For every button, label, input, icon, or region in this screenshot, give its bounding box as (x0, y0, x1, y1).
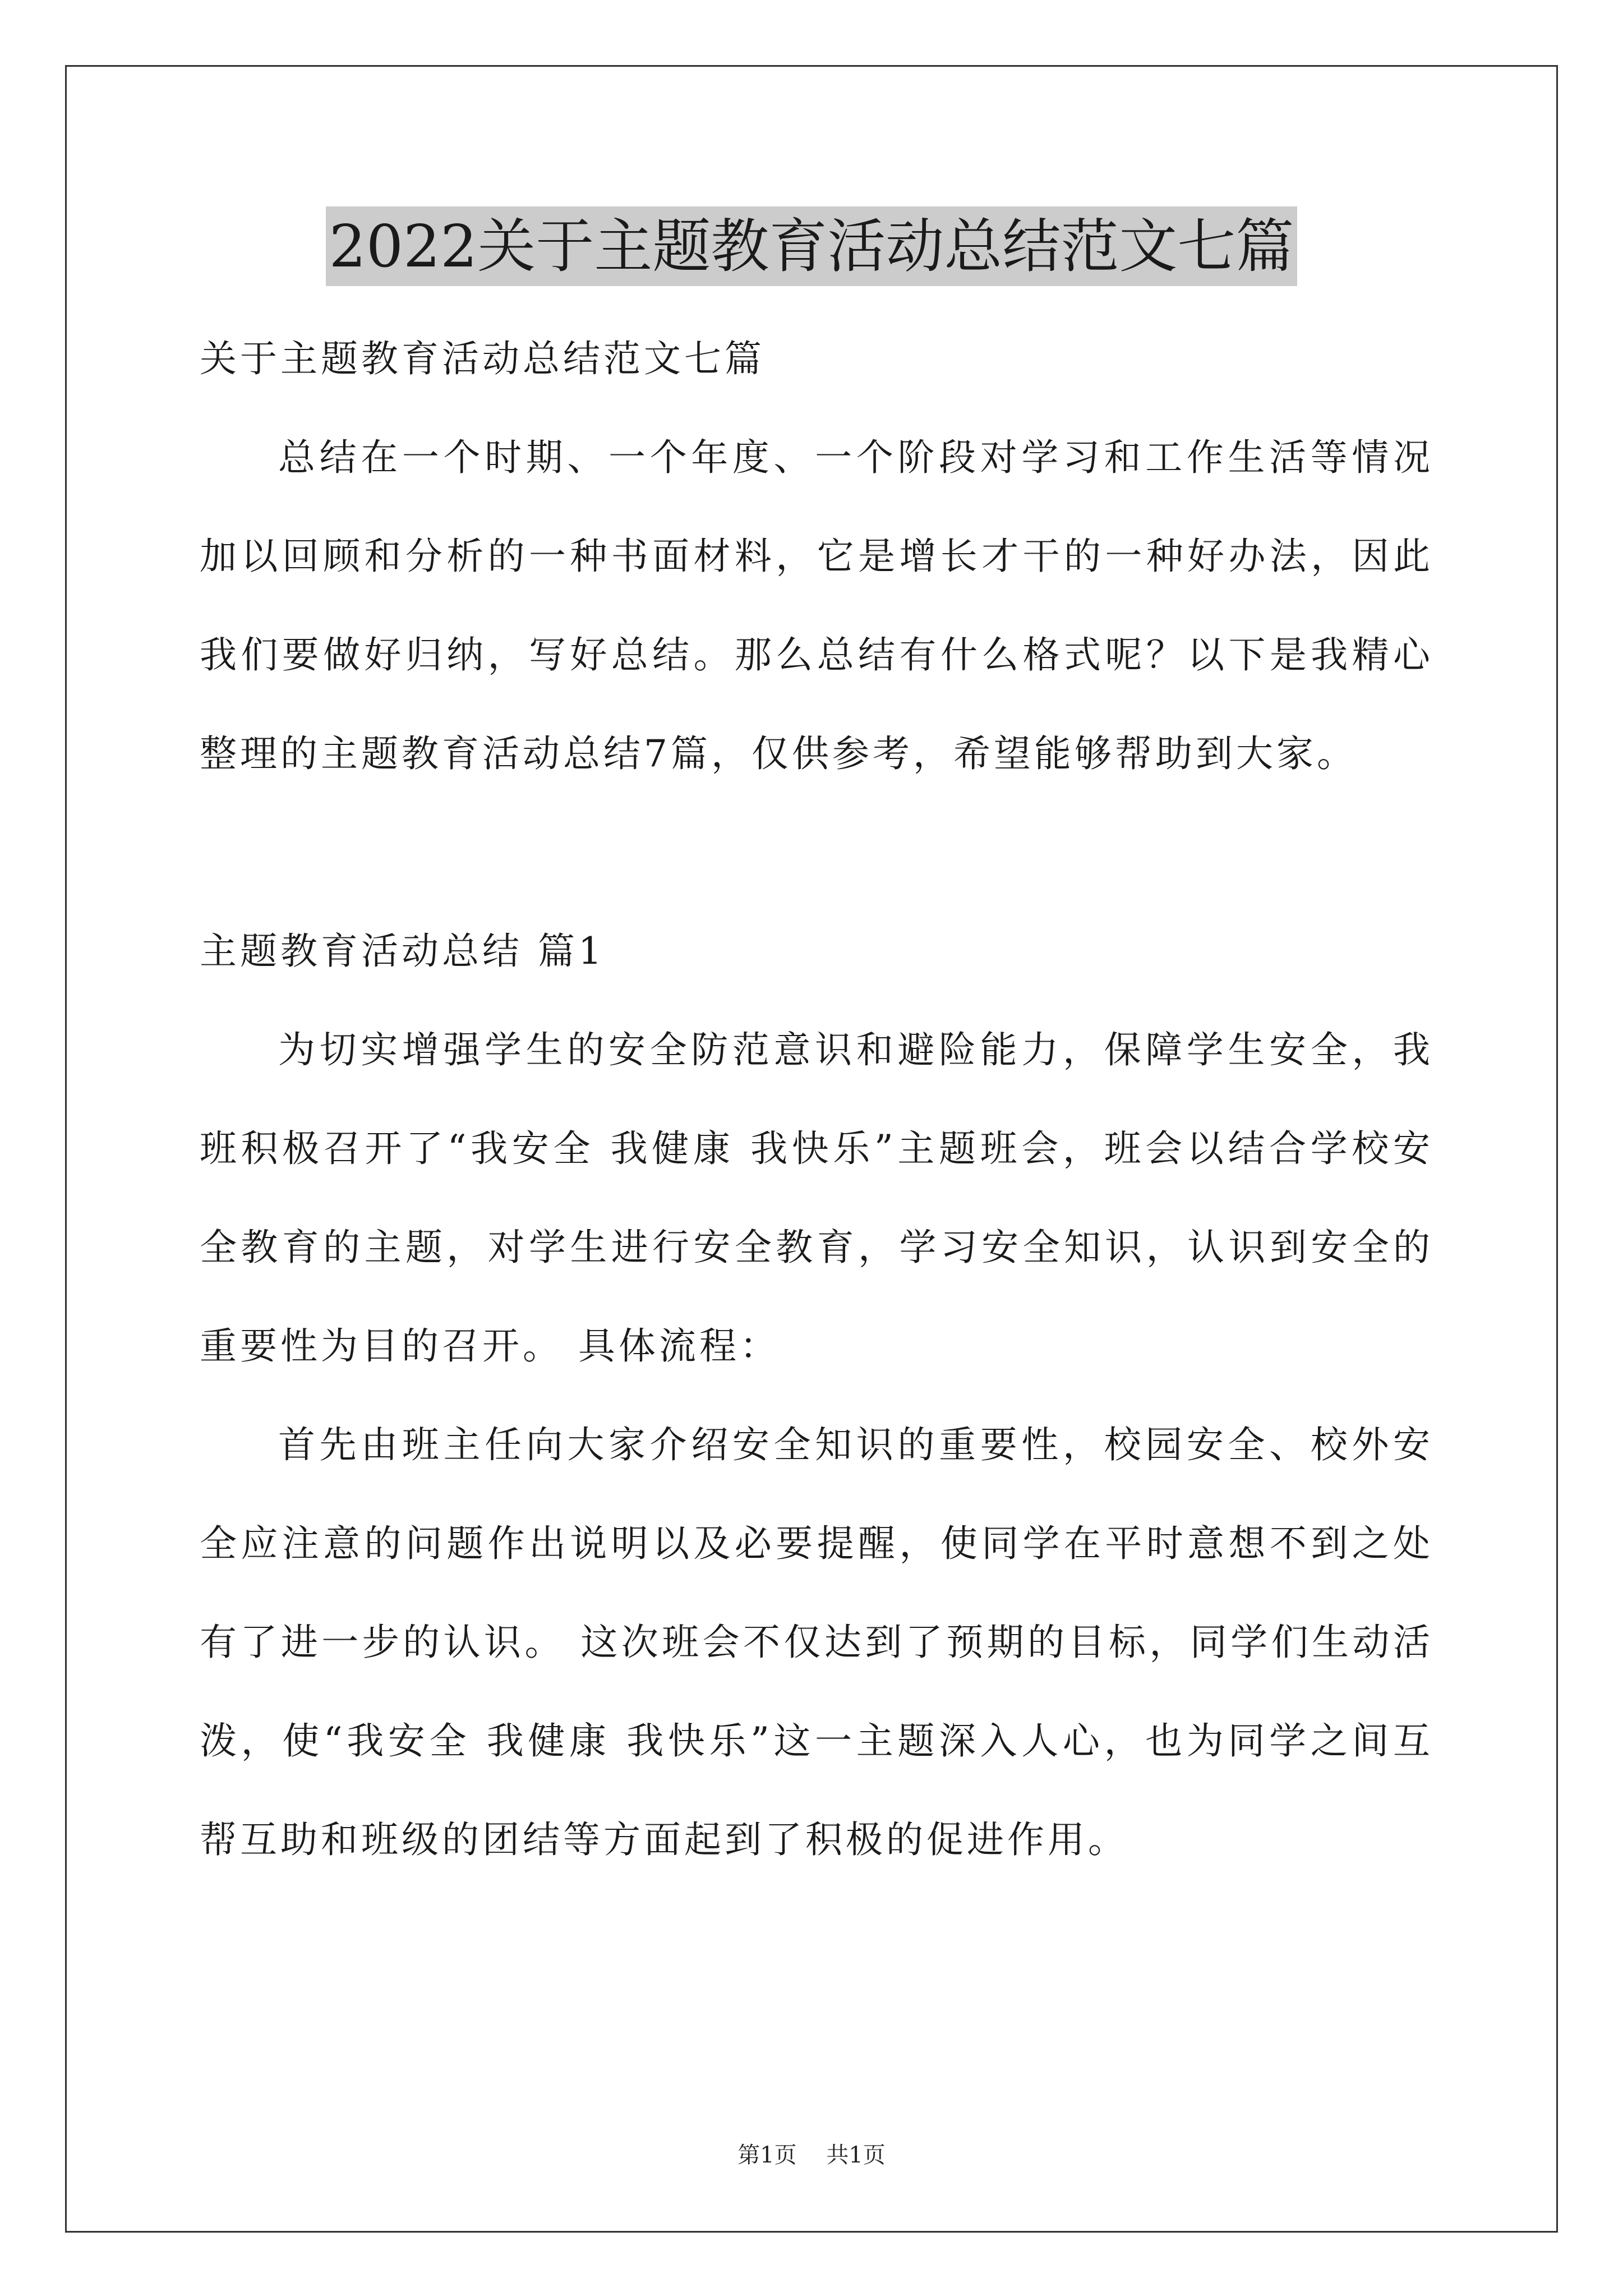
intro-paragraph: 总结在一个时期、一个年度、一个阶段对学习和工作生活等情况加以回顾和分析的一种书面材料，它是增长才干的一种好办法，因此我们要做好归纳，写好总结。那么总结有什么格式呢？以下是我精心整理的主题教育活动总结7篇，仅供参考，希望能够帮助到大家。 (200, 436, 1433, 775)
section-paragraph-1: 为切实增强学生的安全防范意识和避险能力，保障学生安全，我班积极召开了“我安全 我健康 我快乐”主题班会，班会以结合学校安全教育的主题，对学生进行安全教育，学习安全知识，认识到安全的重要性为目的召开。 具体流程： (200, 1028, 1433, 1368)
document-subtitle: 关于主题教育活动总结范文七篇 (200, 337, 765, 380)
section-spacer (200, 803, 1433, 902)
document-title: 2022关于主题教育活动总结范文七篇 (326, 206, 1298, 286)
page-footer (0, 2138, 1623, 2172)
page-total: 共1页 (826, 2142, 886, 2168)
document-body (200, 310, 1433, 1889)
section-heading: 主题教育活动总结 篇1 (200, 930, 605, 973)
page-number: 第1页 (737, 2142, 797, 2168)
section-paragraph-2: 首先由班主任向大家介绍安全知识的重要性，校园安全、校外安全应注意的问题作出说明以及必要提醒，使同学在平时意想不到之处有了进一步的认识。 这次班会不仅达到了预期的目标，同学们生动活泼，使“我安全 我健康 我快乐”这一主题深入人心，也为同学之间互帮互助和班级的团结等方面起到了积极的促进作用。 (200, 1423, 1433, 1861)
document-title-container (0, 206, 1623, 286)
